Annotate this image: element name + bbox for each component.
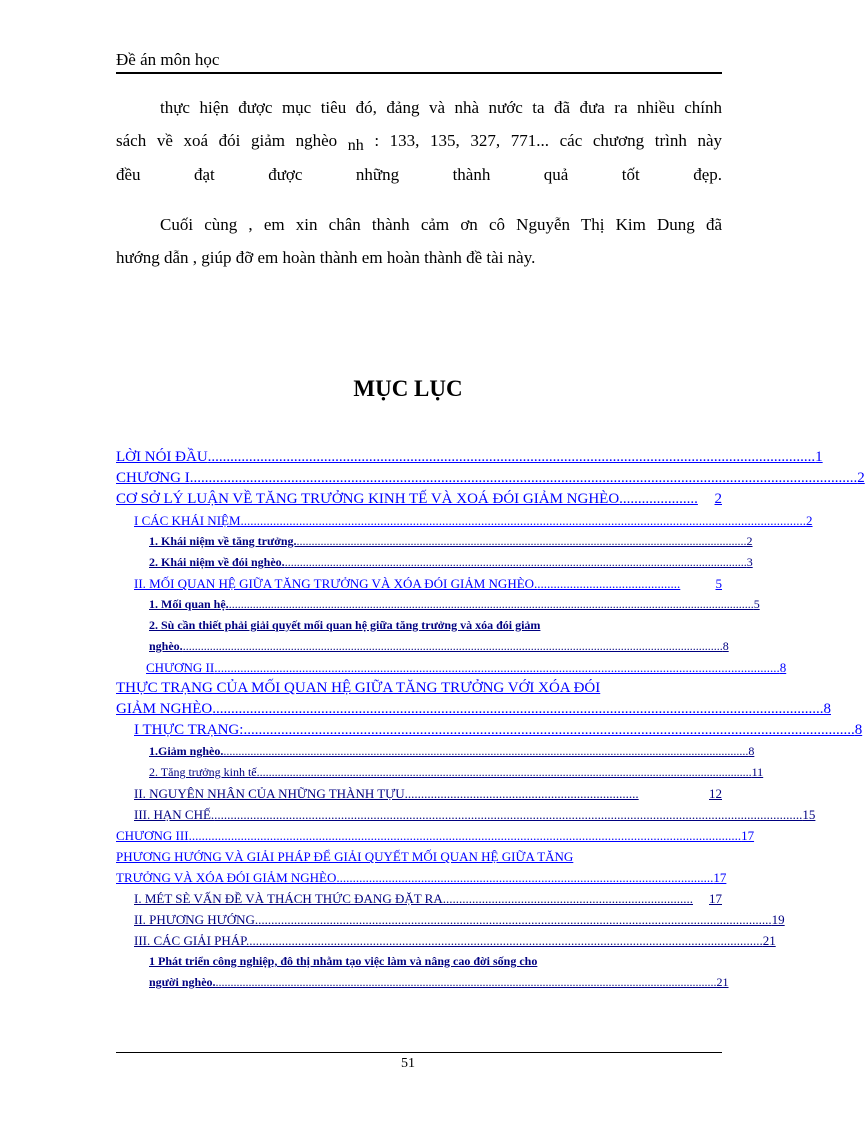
toc-entry-chuong-1[interactable] <box>116 468 865 489</box>
paragraph-1 <box>116 91 722 191</box>
toc-entry-text: 2. Sù cần thiết phải giải quyết mối quan hệ giữa tăng trưởng và xóa đói giảm <box>149 618 541 632</box>
toc-entry-text: CƠ SỞ LÝ LUẬN VỀ TĂNG TRƯỞNG KINH TẾ VÀ XOÁ ĐÓI GIẢM NGHÈO <box>116 491 620 507</box>
toc-entry-phat-trien-cong-nghiep-line-2[interactable] <box>116 972 729 993</box>
toc-entry-text: I. MÉT SÈ VẤN ĐỀ VÀ THÁCH THỨC ĐANG ĐẶT RA. <box>134 891 446 906</box>
toc-leader-dots: .................................................................................................................................................................... <box>259 765 752 779</box>
toc-leader-dots: .............................................................................................................................................................. <box>258 912 772 927</box>
toc-entry-su-can-thiet-line-2[interactable] <box>116 636 729 657</box>
toc-leader-dots: .............................................................................................................................................................................. <box>240 513 807 528</box>
toc-entry-thuc-trang-line-2[interactable] <box>116 699 831 720</box>
toc-entry-page: 8 <box>823 701 831 717</box>
toc-entry-text: CHƯƠNG III <box>116 828 189 843</box>
toc-entry-text: 2. Khái niệm về đói nghèo. <box>149 555 285 569</box>
toc-entry-text: LỜI NÓI ĐẦU <box>116 449 208 465</box>
toc-leader-dots: ...................................................................................................................................................... <box>296 534 747 548</box>
paragraph-2-line-2: hướng dẫn , giúp đỡ em hoàn thành em hoàn thành đề tài này. <box>116 248 536 267</box>
toc-entry-page: 21 <box>762 933 776 948</box>
toc-entry-page: 17 <box>741 828 755 843</box>
paragraph-1-line-3: đều đạt được những thành quả tốt đẹp. <box>116 165 722 184</box>
toc-entry-text: THỰC TRẠNG CỦA MỐI QUAN HỆ GIỮA TĂNG TRƯỞNG VỚI XÓA ĐÓI <box>116 680 601 696</box>
toc-entry-page: 21 <box>716 975 729 989</box>
toc-entry-chuong-2[interactable] <box>116 657 787 678</box>
toc-entry-text: PHƯƠNG HƯỚNG VÀ GIẢI PHÁP ĐỂ GIẢI QUYẾT MỐI QUAN HỆ GIỮA TĂNG <box>116 849 574 864</box>
paragraph-1-line-2-nh: nh <box>347 137 364 154</box>
toc-entry-page: 11 <box>751 765 764 779</box>
toc-entry-page: 8 <box>854 722 863 738</box>
toc-title: MỤC LỤC <box>353 376 463 401</box>
toc-entry-text: I THỰC TRẠNG: <box>134 722 244 738</box>
toc-leader-dots: .................................................................................................................................................................................. <box>189 470 858 486</box>
toc-entry-page: 8 <box>722 639 729 653</box>
toc-entry-page: 2 <box>857 470 865 486</box>
toc-leader-dots: ............................................ <box>537 576 681 591</box>
paragraph-1-line-2-end: : 133, 135, 327, 771... các chương trình này <box>363 131 722 150</box>
toc-entry-text: 1. Khái niệm về tăng trưởng. <box>149 534 297 548</box>
toc-entry-page: 8 <box>748 744 755 758</box>
toc-leader-dots: ....................................................................................................................................................................... <box>215 975 717 989</box>
paragraph-2-line-1: Cuối cùng , em xin chân thành cảm ơn cô Nguyễn Thị Kim Dung đã <box>160 215 722 234</box>
toc-entry-text: III. CÁC GIẢI PHÁP. <box>134 933 250 948</box>
page-number: 51 <box>401 1056 415 1071</box>
toc-entry-i-thuc-trang[interactable] <box>116 720 863 741</box>
toc-entry-khai-niem-tang-truong[interactable] <box>116 531 753 552</box>
toc-entry-text: GIẢM NGHÈO <box>116 701 213 717</box>
toc-entry-text: II. NGUYÊN NHÂN CỦA NHỮNG THÀNH TỰU. <box>134 786 408 801</box>
toc-entry-page: 5 <box>753 597 760 611</box>
toc-entry-page: 12 <box>709 786 722 801</box>
toc-entry-text: II. PHƯƠNG HƯỚNG. <box>134 912 259 927</box>
toc-leader-dots: ................................................................................................................................................................... <box>243 722 855 738</box>
toc-leader-dots: ................................................................................................................................................................... <box>212 701 824 717</box>
paragraph-1-line-2-start: sách về xoá đói giảm nghèo <box>116 131 348 150</box>
toc-entry-text: CHƯƠNG II <box>146 660 215 675</box>
toc-leader-dots: .............................................................................................................................................................. <box>249 933 763 948</box>
toc-entry-text: CHƯƠNG I <box>116 470 190 486</box>
toc-entry-khai-niem-doi-ngheo[interactable] <box>116 552 753 573</box>
toc-leader-dots: ............................................................................................................................................................................... <box>228 597 754 611</box>
toc-entry-co-so-ly-luan[interactable] <box>116 489 722 510</box>
toc-entry-phuong-huong-giai-phap-line-1[interactable] <box>116 846 722 867</box>
toc-entry-chuong-3[interactable] <box>116 825 755 846</box>
toc-leader-dots: .................................................................................................................... <box>336 870 714 885</box>
toc-entry-page: 15 <box>802 807 816 822</box>
toc-entry-moi-quan-he[interactable] <box>116 573 722 594</box>
toc-entry-van-de-thach-thuc[interactable] <box>116 888 722 909</box>
paragraph-1-line-2 <box>116 124 722 158</box>
toc-entry-page: 1 <box>815 449 823 465</box>
toc-entry-page: 3 <box>746 555 753 569</box>
toc-entry-page: 17 <box>709 891 722 906</box>
toc-entry-text: 2. Tăng trưởng kinh tế. <box>149 765 260 779</box>
toc-entry-han-che[interactable] <box>116 804 816 825</box>
paragraph-1-line-1: thực hiện được mục tiêu đó, đảng và nhà nước ta đã đưa ra nhiều chính <box>160 98 722 117</box>
toc-entry-text: 1.Giảm nghèo. <box>149 744 224 758</box>
footer-rule <box>116 1052 722 1053</box>
toc-entry-phat-trien-cong-nghiep-line-1[interactable] <box>116 951 722 972</box>
toc-entry-text: III. HẠN CHẾ. <box>134 807 215 822</box>
toc-entry-page: 2 <box>746 534 753 548</box>
toc-entry-text: TRƯỞNG VÀ XÓA ĐÓI GIẢM NGHÈO <box>116 870 337 885</box>
toc-leader-dots: ....................................................................... <box>407 786 639 801</box>
toc-entry-page: 2 <box>714 491 722 507</box>
toc-entry-cac-khai-niem[interactable] <box>116 510 813 531</box>
table-of-contents <box>116 447 865 993</box>
page-header <box>116 50 722 74</box>
toc-leader-dots: ..................................................................................................................................................................................... <box>214 807 803 822</box>
toc-entry-text: người nghèo. <box>149 975 216 989</box>
toc-entry-page: 8 <box>779 660 787 675</box>
toc-leader-dots: .................................................................................................................................................................................... <box>182 639 723 653</box>
toc-entry-su-can-thiet-line-1[interactable] <box>116 615 722 636</box>
toc-leader-dots: ............................................................................................................................................................................... <box>223 744 749 758</box>
toc-entry-nguyen-nhan[interactable] <box>116 783 722 804</box>
toc-entry-text: I CÁC KHÁI NIỆM <box>134 513 241 528</box>
toc-entry-moi-quan-he-1[interactable] <box>116 594 760 615</box>
toc-leader-dots: .............................................................................................................................................................................. <box>214 660 780 675</box>
toc-entry-page: 2 <box>806 513 813 528</box>
header-title: Đề án môn học <box>116 50 220 69</box>
toc-entry-text: II. MỐI QUAN HỆ GIỮA TĂNG TRƯỞNG VÀ XÓA ĐÓI GIẢM NGHÈO. <box>134 576 538 591</box>
toc-leader-dots: .......................................................................................................................................................... <box>284 555 747 569</box>
toc-entry-text: 1. Mối quan hệ. <box>149 597 229 611</box>
toc-entry-thuc-trang-line-1[interactable] <box>116 678 722 699</box>
toc-entry-tang-truong-kinh-te[interactable] <box>116 762 764 783</box>
toc-entry-page: 5 <box>715 576 722 591</box>
toc-leader-dots: .................................................................................................................................................................. <box>207 449 816 465</box>
toc-leader-dots: .......................................................................................................................................................................... <box>188 828 742 843</box>
toc-entry-cac-giai-phap[interactable] <box>116 930 776 951</box>
toc-entry-loi-noi-dau[interactable] <box>116 447 823 468</box>
paragraph-2 <box>116 208 722 274</box>
toc-leader-dots: ..................... <box>619 491 698 507</box>
toc-entry-page: 19 <box>771 912 785 927</box>
toc-entry-giam-ngheo[interactable] <box>116 741 755 762</box>
toc-entry-text: nghèo. <box>149 639 183 653</box>
toc-entry-phuong-huong[interactable] <box>116 909 785 930</box>
toc-leader-dots: ............................................................................ <box>446 891 693 906</box>
toc-entry-text: 1 Phát triển công nghiệp, đô thị nhằm tạo việc làm và nâng cao đời sống cho <box>149 954 538 968</box>
toc-entry-phuong-huong-giai-phap-line-2[interactable] <box>116 867 727 888</box>
toc-entry-page: 17 <box>713 870 727 885</box>
